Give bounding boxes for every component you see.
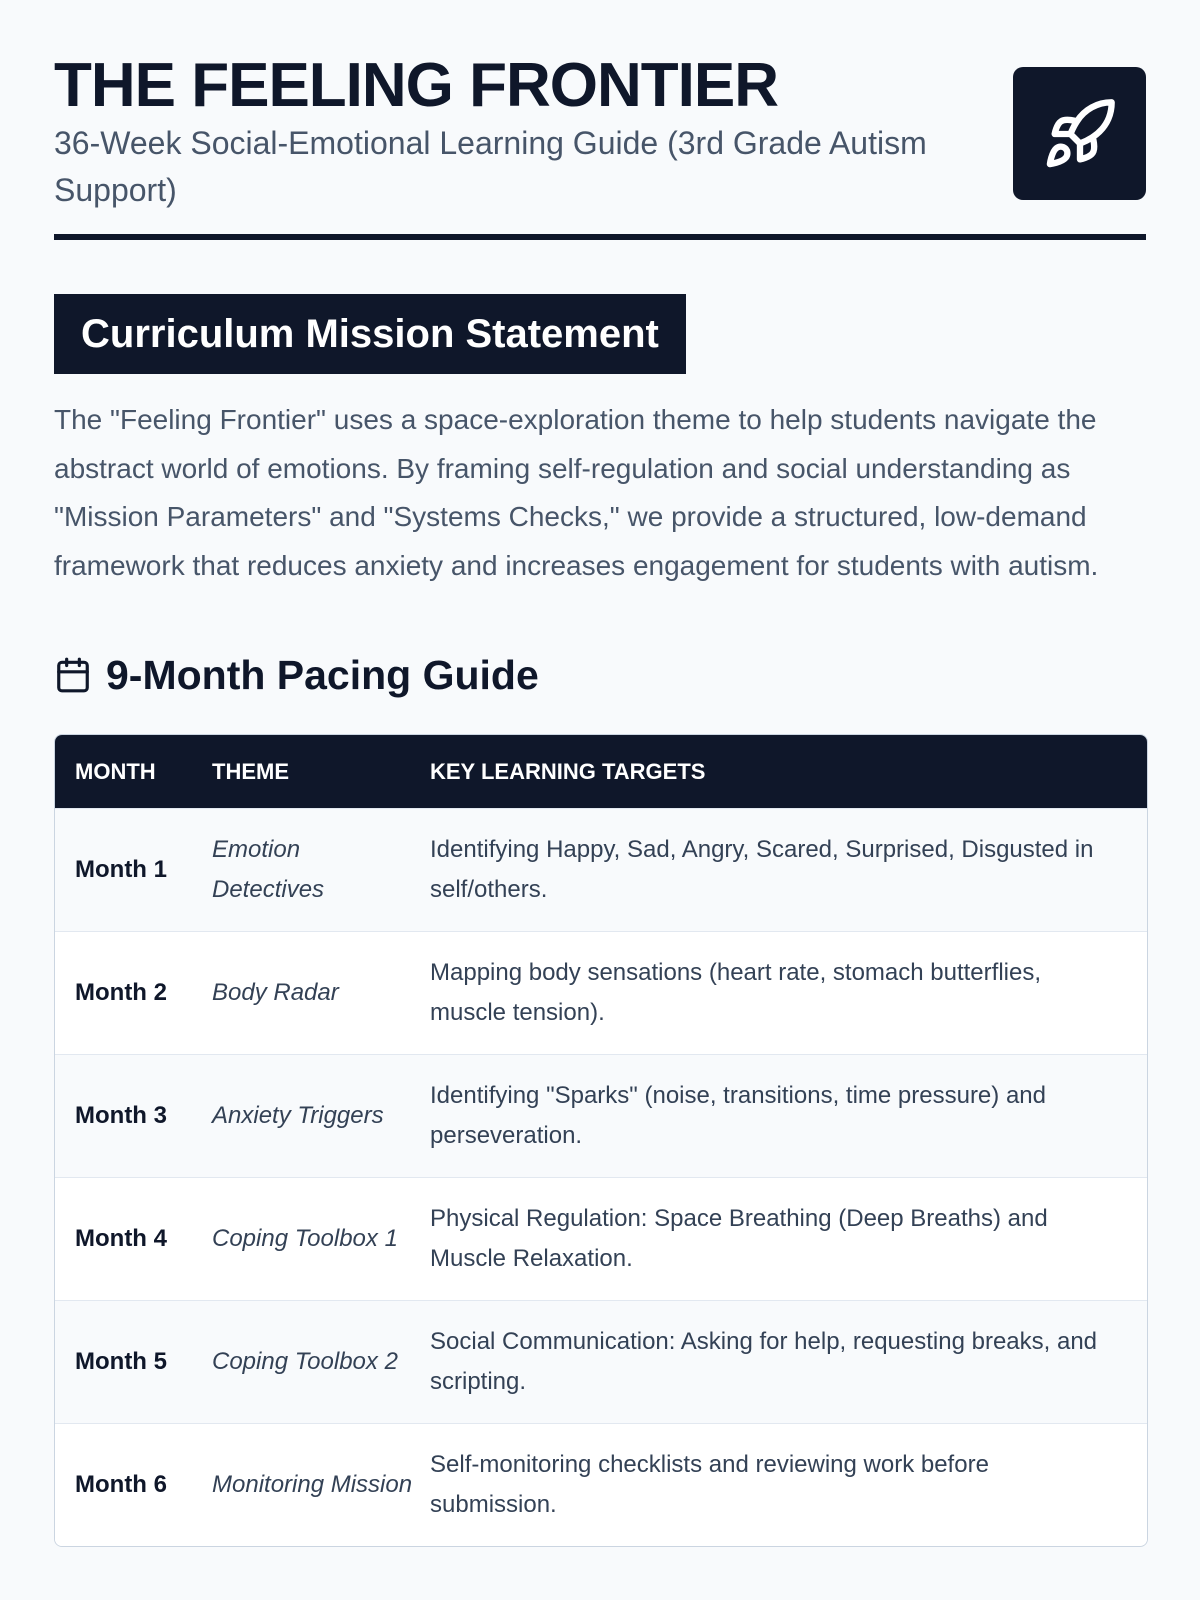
rocket-icon	[1042, 96, 1118, 172]
theme-cell: Coping Toolbox 2	[212, 1348, 398, 1375]
month-cell: Month 2	[75, 979, 167, 1006]
pacing-heading	[54, 650, 1146, 700]
targets-cell: Identifying "Sparks" (noise, transitions, time pressure) and perseveration.	[430, 1082, 1046, 1149]
calendar-icon	[54, 656, 92, 694]
table-row	[55, 808, 1147, 931]
targets-cell: Physical Regulation: Space Breathing (Deep Breaths) and Muscle Relaxation.	[430, 1205, 1048, 1272]
table-row	[55, 931, 1147, 1054]
pacing-title: 9-Month Pacing Guide	[106, 652, 539, 698]
page-title: THE FEELING FRONTIER	[54, 51, 778, 120]
pacing-table	[54, 734, 1148, 1547]
table-row	[55, 1177, 1147, 1300]
theme-cell: Anxiety Triggers	[212, 1102, 384, 1129]
table-row	[55, 1300, 1147, 1423]
table-body	[55, 808, 1147, 1546]
page-subtitle: 36-Week Social-Emotional Learning Guide (3rd Grade Autism Support)	[54, 125, 927, 208]
month-cell: Month 5	[75, 1348, 167, 1375]
month-cell: Month 1	[75, 856, 167, 883]
logo-badge	[1013, 67, 1146, 200]
table-header	[55, 735, 1147, 808]
header-text	[54, 51, 994, 214]
theme-cell: Coping Toolbox 1	[212, 1225, 398, 1252]
targets-cell: Social Communication: Asking for help, requesting breaks, and scripting.	[430, 1328, 1098, 1395]
targets-cell: Mapping body sensations (heart rate, stomach butterflies, muscle tension).	[430, 959, 1041, 1026]
mission-heading: Curriculum Mission Statement	[54, 294, 686, 374]
month-cell: Month 6	[75, 1471, 167, 1498]
targets-cell: Identifying Happy, Sad, Angry, Scared, Surprised, Disgusted in self/others.	[430, 836, 1094, 903]
table-row	[55, 1054, 1147, 1177]
table-row	[55, 1423, 1147, 1546]
targets-cell: Self-monitoring checklists and reviewing work before submission.	[430, 1451, 989, 1518]
mission-statement: The "Feeling Frontier" uses a space-exploration theme to help students navigate the abstract world of emotions. By framing self-regulation and social understanding as "Mission Parameters" and "Systems Checks," we provide a structured, low-demand framework that reduces anxiety and increases engagement for students with autism.	[54, 404, 1099, 581]
column-header-month: MONTH	[75, 758, 156, 784]
theme-cell: Body Radar	[212, 979, 339, 1006]
theme-cell: Emotion Detectives	[212, 836, 325, 903]
month-cell: Month 3	[75, 1102, 167, 1129]
header	[54, 51, 1146, 240]
column-header-theme: THEME	[212, 758, 289, 784]
theme-cell: Monitoring Mission	[212, 1471, 413, 1498]
month-cell: Month 4	[75, 1225, 167, 1252]
column-header-targets: KEY LEARNING TARGETS	[430, 758, 706, 784]
